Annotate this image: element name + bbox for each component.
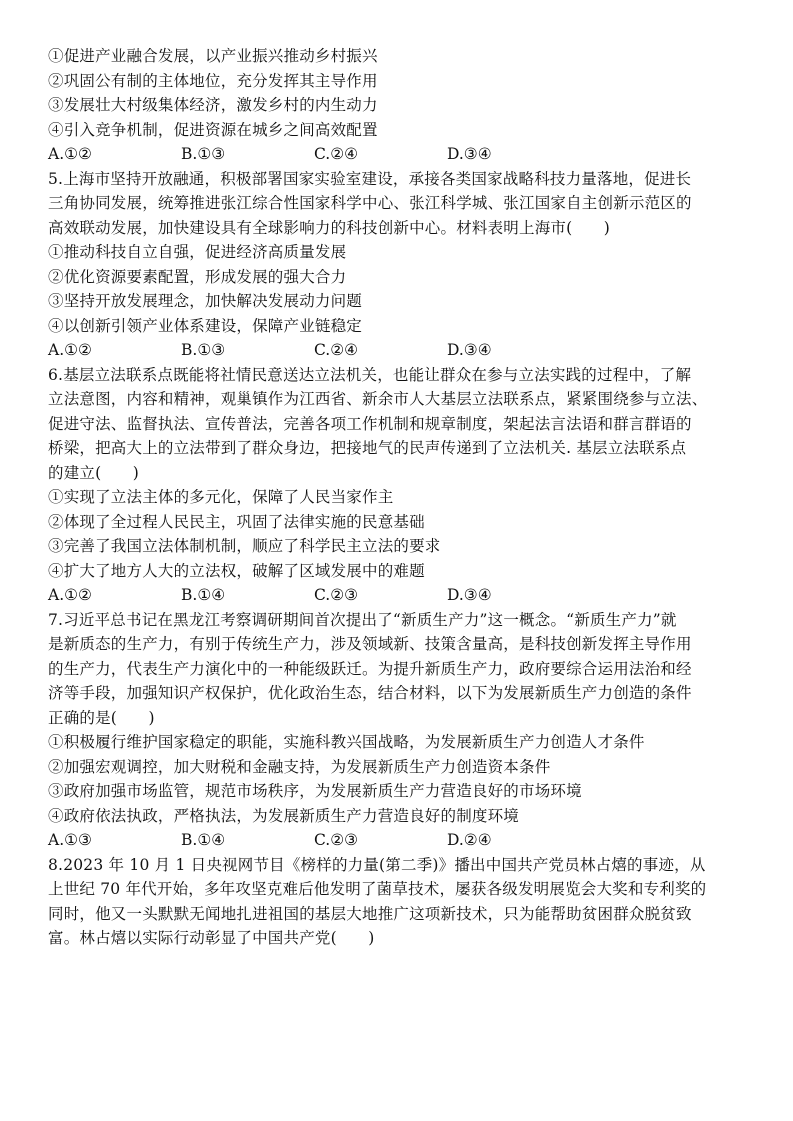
- option-1: ①实现了立法主体的多元化，保障了人民当家作主: [48, 488, 394, 506]
- option-1: ①推动科技自立自强，促进经济高质量发展: [48, 243, 347, 261]
- question-stem-line: 同时，他又一头默默无闻地扎进祖国的基层大地推广这项新技术，只为能帮助贫困群众脱贫致: [48, 904, 692, 923]
- choice-c: C.②④: [314, 145, 359, 163]
- choice-c: C.②③: [314, 586, 359, 604]
- choice-a: A.①②: [48, 145, 92, 163]
- question-6: [48, 363, 758, 608]
- question-stem-line: 三角协同发展，统筹推进张江综合性国家科学中心、张江科学城、张江国家自主创新示范区的: [48, 194, 692, 212]
- question-stem-line: 正确的是( ): [48, 708, 155, 727]
- question-stem-line: 促进守法、监督执法、宣传普法，完善各项工作机制和规章制度，架起法言法语和群言群语的: [48, 414, 692, 433]
- option-3: ③坚持开放发展理念，加快解决发展动力问题: [48, 292, 363, 310]
- question-stem-line: 富。林占熺以实际行动彰显了中国共产党( ): [48, 929, 375, 947]
- question-stem-line: 8.2023 年 10 月 1 日央视网节目《榜样的力量(第二季)》播出中国共产党员林占熺的事迹，从: [48, 855, 706, 874]
- choice-d: D.③④: [447, 341, 492, 359]
- question-5: [48, 167, 758, 363]
- choice-b: B.①③: [181, 145, 226, 163]
- answer-choices: [48, 142, 758, 167]
- choice-a: A.①②: [48, 341, 92, 359]
- option-3: ③政府加强市场监管，规范市场秩序，为发展新质生产力营造良好的市场环境: [48, 782, 582, 800]
- question-stem-line: 7.习近平总书记在黑龙江考察调研期间首次提出了“新质生产力”这一概念。“新质生产力”就: [48, 610, 677, 629]
- choice-a: A.①③: [48, 831, 92, 849]
- choice-d: D.②④: [447, 831, 492, 849]
- option-4: ④扩大了地方人大的立法权，破解了区域发展中的难题: [48, 561, 425, 580]
- option-3: ③完善了我国立法体制机制，顺应了科学民主立法的要求: [48, 537, 441, 555]
- question-stem-line: 是新质态的生产力，有别于传统生产力，涉及领域新、技策含量高，是科技创新发挥主导作用: [48, 635, 692, 653]
- question-stem-line: 立法意图，内容和精神，观巢镇作为江西省、新余市人大基层立法联系点，紧紧围绕参与立法、: [48, 390, 708, 408]
- option-4: ④以创新引领产业体系建设，保障产业链稳定: [48, 316, 363, 335]
- option-2: ②优化资源要素配置，形成发展的强大合力: [48, 267, 347, 286]
- option-2: ②巩固公有制的主体地位，充分发挥其主导作用: [48, 71, 378, 90]
- option-1: ①积极履行维护国家稳定的职能，实施科教兴国战略，为发展新质生产力创造人才条件: [48, 733, 645, 751]
- choice-b: B.①③: [181, 341, 226, 359]
- choice-a: A.①②: [48, 586, 92, 604]
- option-2: ②体现了全过程人民民主，巩固了法律实施的民意基础: [48, 512, 425, 531]
- choice-b: B.①④: [181, 586, 226, 604]
- option-4: ④政府依法执政，严格执法，为发展新质生产力营造良好的制度环境: [48, 806, 520, 825]
- question-stem-line: 高效联动发展，加快建设具有全球影响力的科技创新中心。材料表明上海市( ): [48, 218, 610, 237]
- option-4: ④引入竞争机制，促进资源在城乡之间高效配置: [48, 120, 378, 139]
- question-stem-line: 上世纪 70 年代开始，多年攻坚克难后他发明了菌草技术，屡获各级发明展览会大奖和专利奖的: [48, 880, 707, 898]
- choice-c: C.②④: [314, 341, 359, 359]
- question-stem-line: 5.上海市坚持开放融通，积极部署国家实验室建设，承接各类国家战略科技力量落地，促进长: [48, 169, 692, 188]
- choice-b: B.①④: [181, 831, 226, 849]
- question-stem-line: 桥梁，把高大上的立法带到了群众身边，把接地气的民声传递到了立法机关. 基层立法联系点: [48, 439, 687, 457]
- question-stem-line: 的生产力，代表生产力演化中的一种能级跃迁。为提升新质生产力，政府要综合运用法治和经: [48, 659, 692, 678]
- choice-c: C.②③: [314, 831, 359, 849]
- choice-d: D.③④: [447, 145, 492, 163]
- answer-choices: [48, 338, 758, 363]
- option-3: ③发展壮大村级集体经济，激发乡村的内生动力: [48, 96, 378, 114]
- option-1: ①促进产业融合发展，以产业振兴推动乡村振兴: [48, 47, 378, 65]
- question-4-tail: [48, 44, 758, 167]
- exam-page: [48, 44, 758, 951]
- question-stem-line: 的建立( ): [48, 463, 139, 482]
- question-8: [48, 853, 758, 951]
- question-stem-line: 济等手段，加强知识产权保护，优化政治生态，结合材料，以下为发展新质生产力创造的条件: [48, 684, 692, 702]
- choice-d: D.③④: [447, 586, 492, 604]
- question-7: [48, 608, 758, 853]
- answer-choices: [48, 583, 758, 608]
- question-stem-line: 6.基层立法联系点既能将社情民意送达立法机关，也能让群众在参与立法实践的过程中，了解: [48, 365, 692, 384]
- answer-choices: [48, 828, 758, 853]
- option-2: ②加强宏观调控，加大财税和金融支持，为发展新质生产力创造资本条件: [48, 757, 551, 776]
